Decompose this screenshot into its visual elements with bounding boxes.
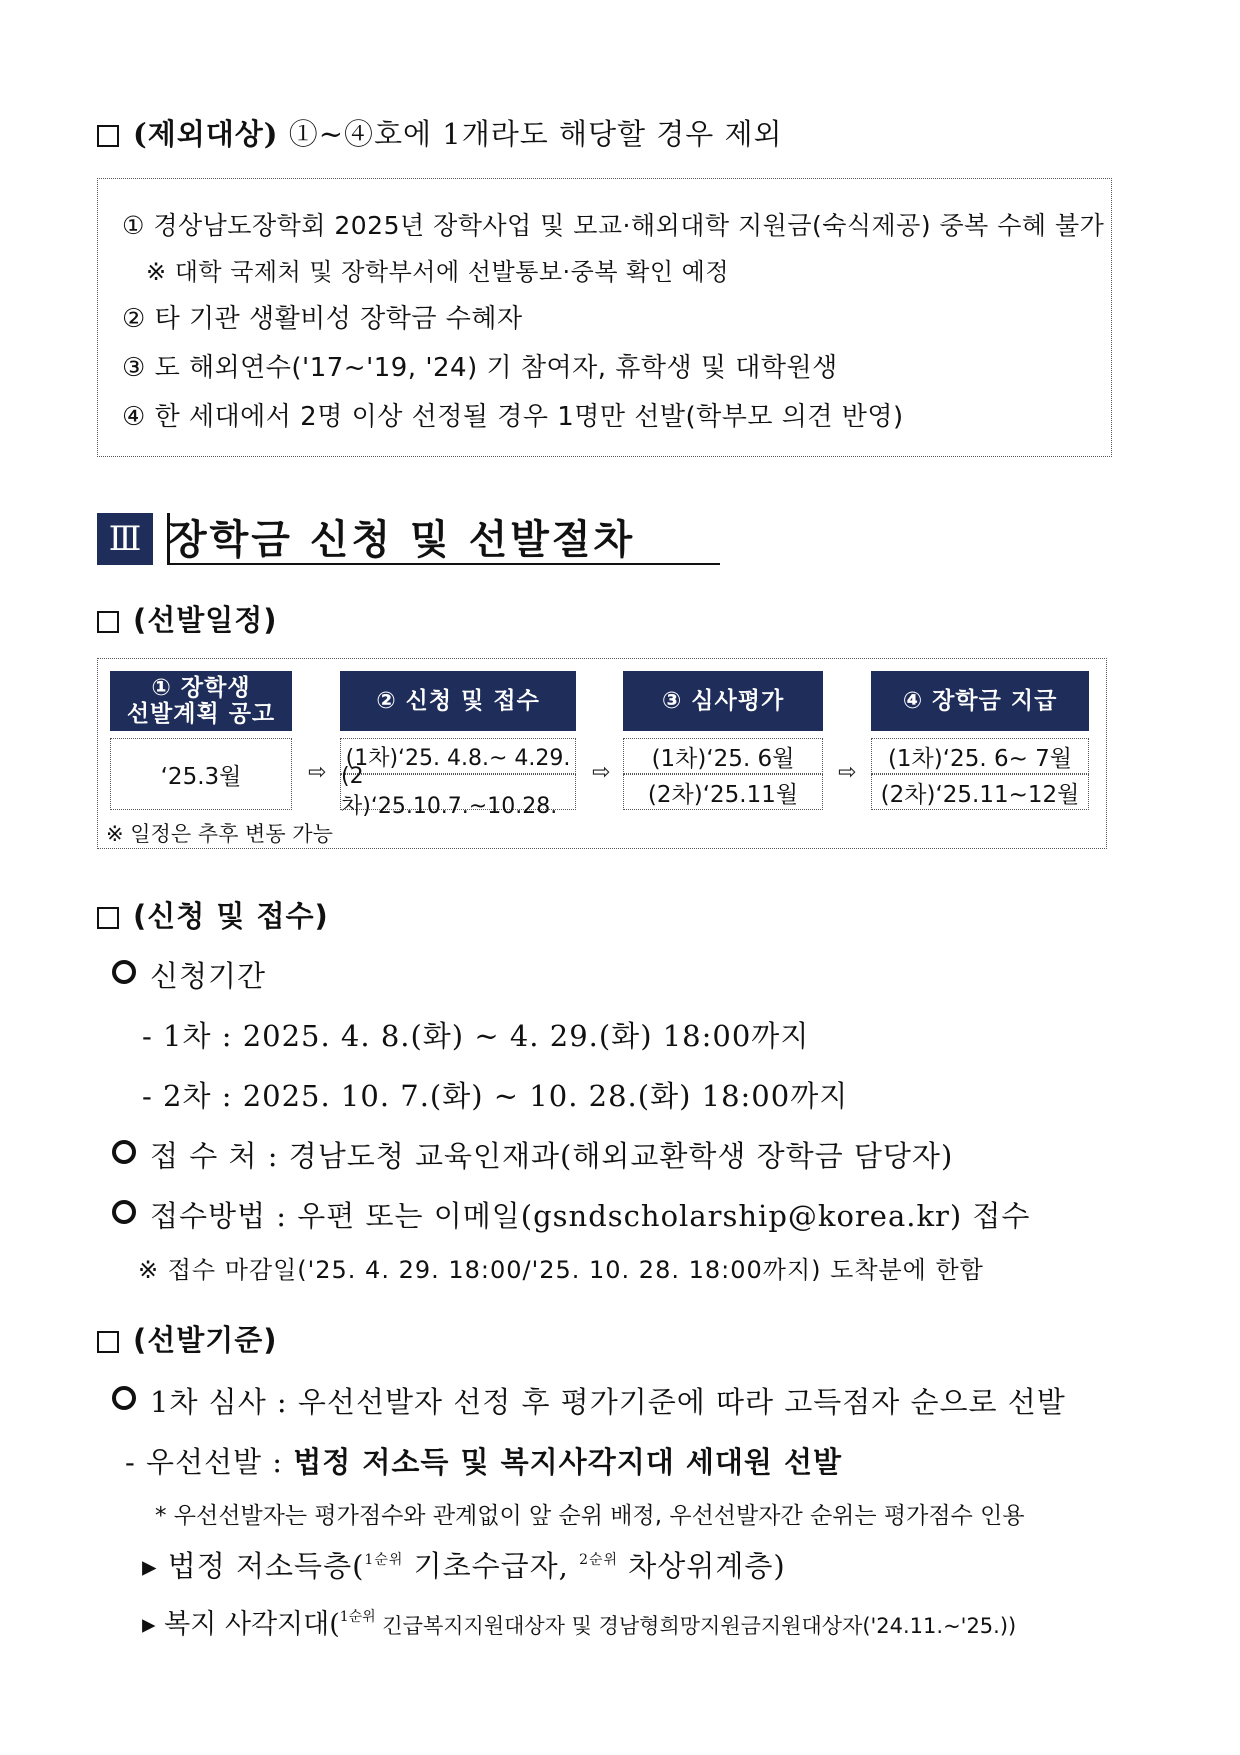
- schedule-heading: (선발일정): [97, 598, 278, 639]
- checkbox-square-icon: [97, 125, 119, 147]
- criteria-priority-note: * 우선선발자는 평가점수와 관계없이 앞 순위 배정, 우선선발자간 순위는 평가점수 인용: [155, 1503, 1025, 1529]
- checkbox-square-icon: [97, 907, 119, 929]
- application-method-note: ※ 접수 마감일('25. 4. 29. 18:00/'25. 10. 28. 18:00까지) 도착분에 한함: [138, 1256, 984, 1284]
- checkbox-square-icon: [97, 1331, 119, 1353]
- schedule-step-4-row-1: (1차)‘25. 6~ 7월: [871, 738, 1089, 774]
- schedule-step-2-title: ② 신청 및 접수: [340, 671, 576, 731]
- bullet-circle-icon: [112, 1386, 136, 1410]
- section-number: Ⅲ: [97, 513, 153, 565]
- schedule-step-1-title: ① 장학생 선발계획 공고: [110, 671, 292, 731]
- application-method: 접수방법 : 우편 또는 이메일(gsndscholarship@korea.kr) 접수: [112, 1194, 1030, 1235]
- exclusion-item-3: ③ 도 해외연수('17~'19, '24) 기 참여자, 휴학생 및 대학원생: [122, 353, 838, 383]
- schedule-step-2-row-2: (2차)‘25.10.7.~10.28.: [340, 774, 576, 810]
- schedule-step-1-date: ‘25.3월: [110, 738, 292, 810]
- criteria-priority: - 우선선발 : 법정 저소득 및 복지사각지대 세대원 선발: [125, 1445, 843, 1479]
- exclusion-item-1: ① 경상남도장학회 2025년 장학사업 및 모교·해외대학 지원금(숙식제공) 중복 수혜 불가: [122, 211, 1105, 240]
- application-period-1: - 1차 : 2025. 4. 8.(화) ~ 4. 29.(화) 18:00까지: [142, 1019, 810, 1053]
- application-period-2: - 2차 : 2025. 10. 7.(화) ~ 10. 28.(화) 18:00까지: [142, 1079, 849, 1113]
- exclusion-heading: (제외대상) ①~④호에 1개라도 해당할 경우 제외: [97, 112, 783, 153]
- bullet-circle-icon: [112, 1200, 136, 1224]
- section-title-underline: [167, 563, 720, 565]
- exclusion-note: ※ 대학 국제처 및 장학부서에 선발통보·중복 확인 예정: [146, 258, 730, 286]
- section-title: 장학금 신청 및 선발절차: [168, 517, 636, 563]
- criteria-first-review: 1차 심사 : 우선선발자 선정 후 평가기준에 따라 고득점자 순으로 선발: [112, 1380, 1066, 1421]
- criteria-welfare: ▸ 복지 사각지대($^{1순위}$ 긴급복지지원대상자 및 경남형희망지원금지원대상자('24.11.~'25.)): [142, 1609, 1017, 1640]
- bullet-circle-icon: [112, 960, 136, 984]
- criteria-low-income: ▸ 법정 저소득층($^{1순위}$ 기초수급자, $^{2순위}$ 차상위계층): [142, 1549, 786, 1583]
- arrow-icon: ⇨: [308, 760, 327, 785]
- arrow-icon: ⇨: [592, 760, 611, 785]
- exclusion-item-4: ④ 한 세대에서 2명 이상 선정될 경우 1명만 선발(학부모 의견 반영): [122, 402, 904, 432]
- arrow-icon: ⇨: [838, 760, 857, 785]
- application-period-label: 신청기간: [112, 954, 266, 995]
- schedule-step-3-title: ③ 심사평가: [623, 671, 823, 731]
- application-office: 접 수 처 : 경남도청 교육인재과(해외교환학생 장학금 담당자): [112, 1134, 953, 1175]
- schedule-note: ※ 일정은 추후 변동 가능: [106, 822, 333, 846]
- schedule-step-3-row-2: (2차)‘25.11월: [623, 774, 823, 810]
- checkbox-square-icon: [97, 611, 119, 633]
- application-heading: (신청 및 접수): [97, 894, 329, 935]
- criteria-heading: (선발기준): [97, 1318, 278, 1359]
- schedule-step-2-row-1: (1차)‘25. 4.8.~ 4.29.: [340, 738, 576, 774]
- schedule-step-4-title: ④ 장학금 지급: [871, 671, 1089, 731]
- schedule-step-3-row-1: (1차)‘25. 6월: [623, 738, 823, 774]
- schedule-step-4-row-2: (2차)‘25.11~12월: [871, 774, 1089, 810]
- bullet-circle-icon: [112, 1140, 136, 1164]
- exclusion-item-2: ② 타 기관 생활비성 장학금 수혜자: [122, 304, 523, 334]
